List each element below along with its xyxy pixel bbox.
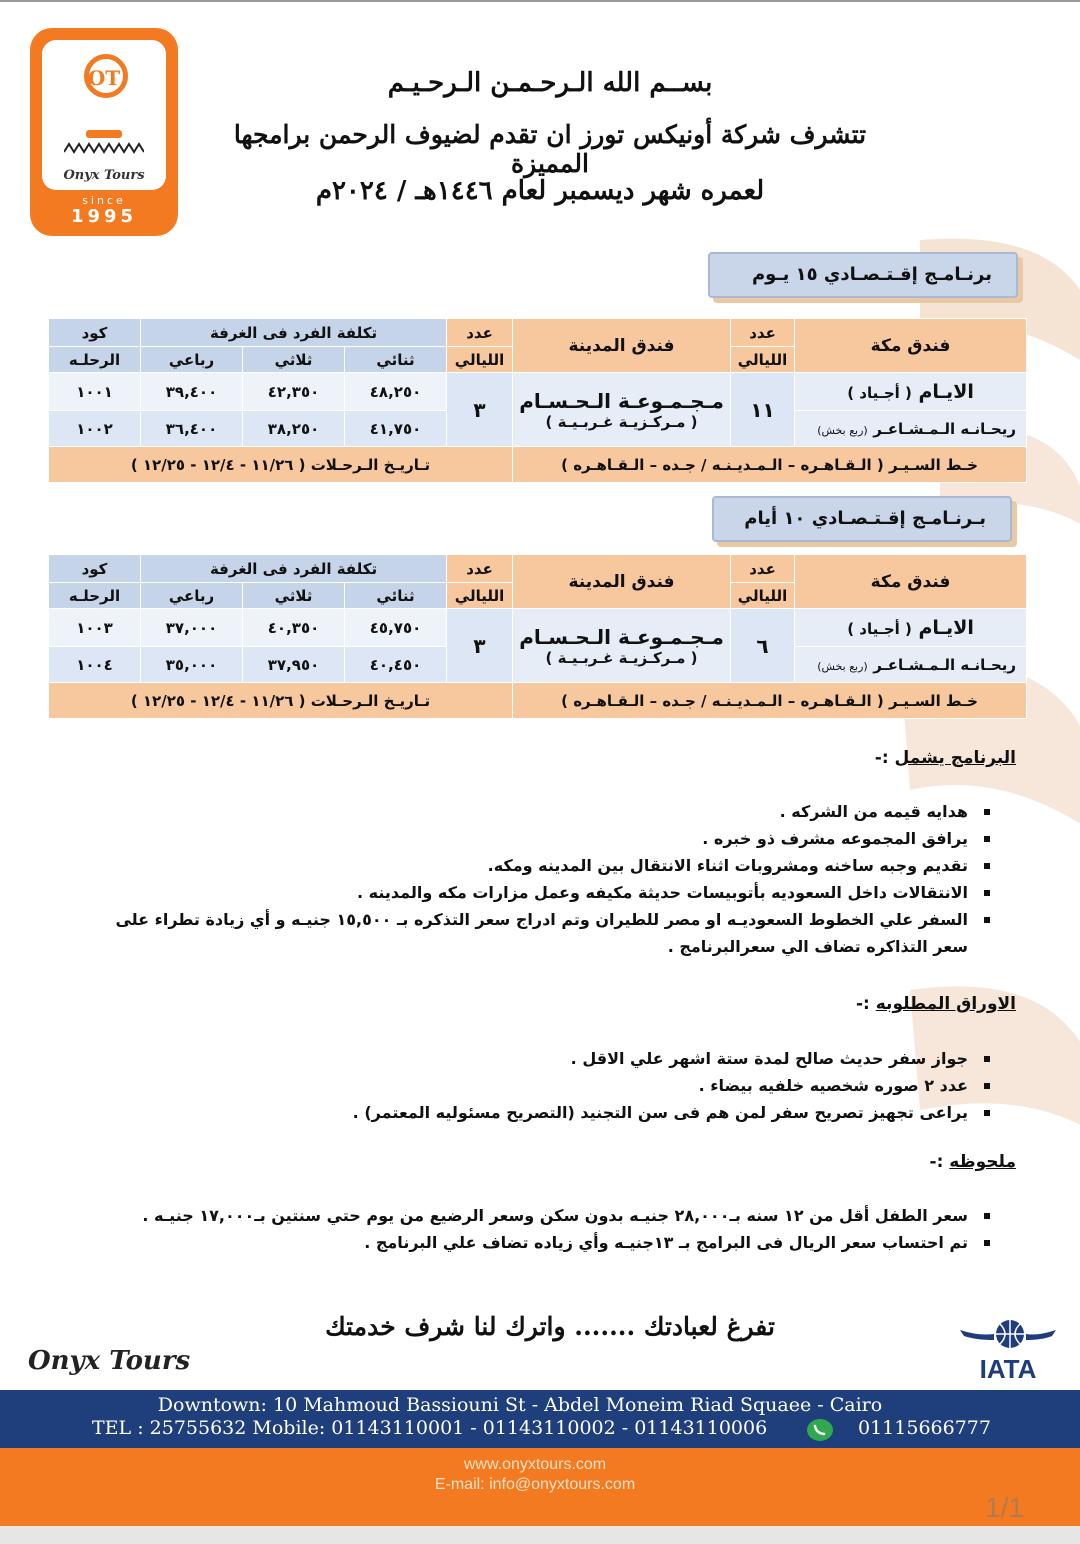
includes-heading: البرنامج يشمل :- <box>874 748 1016 768</box>
trip-dates: تـاريـخ الـرحـلات ( ١١/٢٦ - ١٢/٤ - ١٢/٢٥ ) <box>49 683 513 719</box>
header-triple: ثلاثي <box>243 583 345 609</box>
footer-contact-bar <box>0 1390 1080 1448</box>
route: خـط السـيـر ( الـقـاهـره – الـمـديـنـه / جـده – الـقـاهـره ) <box>513 447 1027 483</box>
list-item: جواز سفر حديث صالح لمدة ستة اشهر علي الاقل . <box>100 1045 990 1072</box>
header-quad: رباعي <box>141 583 243 609</box>
notes-list <box>100 1202 990 1256</box>
list-item: يراعى تجهيز تصريح سفر لمن هم فى سن التجنيد (التصريح مسئوليه المعتمر) . <box>100 1099 990 1126</box>
notes-heading: ملحوظه :- <box>929 1152 1016 1172</box>
price-double: ٤٨,٢٥٠ <box>345 373 447 411</box>
onyx-tours-logo <box>30 28 178 236</box>
footer-phones: TEL : 25755632 Mobile: 01143110001 - 01143110002 - 01143110006 <box>92 1417 768 1439</box>
program-2-title: بـرنـامـج إقـتـصـادي ١٠ أيام <box>712 496 1012 542</box>
makkah-nights: ٦ <box>731 609 795 683</box>
program-2-table <box>48 554 1027 719</box>
header-nights-a: عدد <box>731 555 795 583</box>
globe-icon <box>958 1316 1058 1356</box>
madinah-hotel: مـجـمـوعـة الـحـسـام ( مـركـزيـة غـربـيـة ) <box>513 373 731 447</box>
includes-list <box>100 798 990 960</box>
month-line: لعمره شهر ديسمبر لعام ١٤٤٦هـ / ٢٠٢٤م <box>315 176 765 206</box>
papers-list <box>100 1045 990 1126</box>
price-double: ٤٠,٤٥٠ <box>345 647 447 683</box>
header-code-a: كود <box>49 319 141 347</box>
trip-code: ١٠٠٢ <box>49 411 141 447</box>
trip-code: ١٠٠١ <box>49 373 141 411</box>
header-makkah-hotel: فندق مكة <box>795 555 1027 609</box>
header-nights-a: عدد <box>731 319 795 347</box>
list-item: تقديم وجبه ساخنه ومشروبات اثناء الانتقال بين المدينه ومكه. <box>100 852 990 879</box>
header-madinah-hotel: فندق المدينة <box>513 319 731 373</box>
whatsapp-icon <box>806 1418 834 1442</box>
header-code-b: الرحلـه <box>49 347 141 373</box>
header-nights-b: الليالي <box>447 583 513 609</box>
header-nights-a: عدد <box>447 319 513 347</box>
price-quad: ٣٥,٠٠٠ <box>141 647 243 683</box>
email-link[interactable]: E-mail: info@onyxtours.com <box>434 1476 636 1493</box>
brand-name: Onyx Tours <box>28 1346 191 1376</box>
website-link[interactable]: www.onyxtours.com <box>463 1456 607 1473</box>
iata-logo <box>958 1316 1058 1382</box>
logo-year: 1995 <box>70 206 138 227</box>
madinah-nights: ٣ <box>447 373 513 447</box>
header-code-a: كود <box>49 555 141 583</box>
list-item: الانتقالات داخل السعوديه بأتوبيسات حديثة مكيفه وعمل مزارات مكه والمدينه . <box>100 879 990 906</box>
header-nights-a: عدد <box>447 555 513 583</box>
makkah-hotel-1: الايـام ( أجـياد ) <box>795 373 1027 411</box>
top-border <box>0 0 1080 2</box>
page-number: 1/1 <box>985 1492 1024 1523</box>
price-quad: ٣٧,٠٠٠ <box>141 609 243 647</box>
price-quad: ٣٩,٤٠٠ <box>141 373 243 411</box>
makkah-nights: ١١ <box>731 373 795 447</box>
program-1-table <box>48 318 1027 483</box>
header-quad: رباعي <box>141 347 243 373</box>
iata-text: IATA <box>979 1354 1037 1384</box>
whatsapp-number[interactable]: 01115666777 <box>858 1417 991 1439</box>
makkah-hotel-1: الايـام ( أجـياد ) <box>795 609 1027 647</box>
madinah-hotel: مـجـمـوعـة الـحـسـام ( مـركـزيـة غـربـيـة ) <box>513 609 731 683</box>
logo-since: since <box>82 194 126 207</box>
program-1-title: برنـامـج إقـتـصـادي ١٥ يـوم <box>708 252 1018 298</box>
zigzag-icon <box>64 142 144 154</box>
header-madinah-hotel: فندق المدينة <box>513 555 731 609</box>
header-makkah-hotel: فندق مكة <box>795 319 1027 373</box>
makkah-hotel-2: ريحـانـه الـمـشـاعـر (ربع بخش) <box>795 411 1027 447</box>
header-nights-b: الليالي <box>447 347 513 373</box>
header-cost: تكلفة الفرد فى الغرفة <box>141 555 447 583</box>
price-triple: ٤٢,٣٥٠ <box>243 373 345 411</box>
footer-address: Downtown: 10 Mahmoud Bassiouni St - Abdel Moneim Riad Squaee - Cairo <box>157 1394 883 1416</box>
header-nights-b: الليالي <box>731 583 795 609</box>
header-double: ثنائي <box>345 583 447 609</box>
papers-heading: الاوراق المطلوبه :- <box>855 994 1016 1014</box>
list-item: يرافق المجموعه مشرف ذو خبره . <box>100 825 990 852</box>
trip-dates: تـاريـخ الـرحـلات ( ١١/٢٦ - ١٢/٤ - ١٢/٢٥ ) <box>49 447 513 483</box>
price-triple: ٣٨,٢٥٠ <box>243 411 345 447</box>
route: خـط السـيـر ( الـقـاهـره – الـمـديـنـه / جـده – الـقـاهـره ) <box>513 683 1027 719</box>
price-triple: ٣٧,٩٥٠ <box>243 647 345 683</box>
slogan: تفرغ لعبادتك ....... واترك لنا شرف خدمتك <box>325 1312 775 1341</box>
price-quad: ٣٦,٤٠٠ <box>141 411 243 447</box>
footer-web-bar <box>0 1448 1080 1526</box>
basmala: بســم الله الـرحـمـن الـرحـيـم <box>387 68 713 98</box>
price-double: ٤١,٧٥٠ <box>345 411 447 447</box>
intro-line: تتشرف شركة أونيكس تورز ان تقدم لضيوف الرحمن برامجها المميزة <box>233 120 867 178</box>
trip-code: ١٠٠٤ <box>49 647 141 683</box>
header-nights-b: الليالي <box>731 347 795 373</box>
header-code-b: الرحلـه <box>49 583 141 609</box>
list-item: سعر الطفل أقل من ١٢ سنه بـ٢٨,٠٠٠ جنيـه بدون سكن وسعر الرضيع من يوم حتي سنتين بـ١٧,٠٠٠ جنيـه . <box>100 1202 990 1229</box>
makkah-hotel-2: ريحـانـه الـمـشـاعـر (ربع بخش) <box>795 647 1027 683</box>
header-triple: ثلاثي <box>243 347 345 373</box>
logo-letters: OT <box>87 66 121 90</box>
header-double: ثنائي <box>345 347 447 373</box>
list-item: عدد ٢ صوره شخصيه خلفيه بيضاء . <box>100 1072 990 1099</box>
logo-name: Onyx Tours <box>63 168 145 183</box>
price-double: ٤٥,٧٥٠ <box>345 609 447 647</box>
header-cost: تكلفة الفرد فى الغرفة <box>141 319 447 347</box>
list-item: السفر علي الخطوط السعوديـه او مصر للطيران وتم ادراج سعر التذكره بـ ١٥,٥٠٠ جنيـه و أي زيادة تطراء على سعر التذاكره تضاف الي سعرالبرنامج . <box>100 906 990 960</box>
list-item: هدايه قيمه من الشركه . <box>100 798 990 825</box>
madinah-nights: ٣ <box>447 609 513 683</box>
trip-code: ١٠٠٣ <box>49 609 141 647</box>
list-item: تم احتساب سعر الريال فى البرامج بـ ١٣جنيـه وأي زياده تضاف علي البرنامج . <box>100 1229 990 1256</box>
price-triple: ٤٠,٣٥٠ <box>243 609 345 647</box>
